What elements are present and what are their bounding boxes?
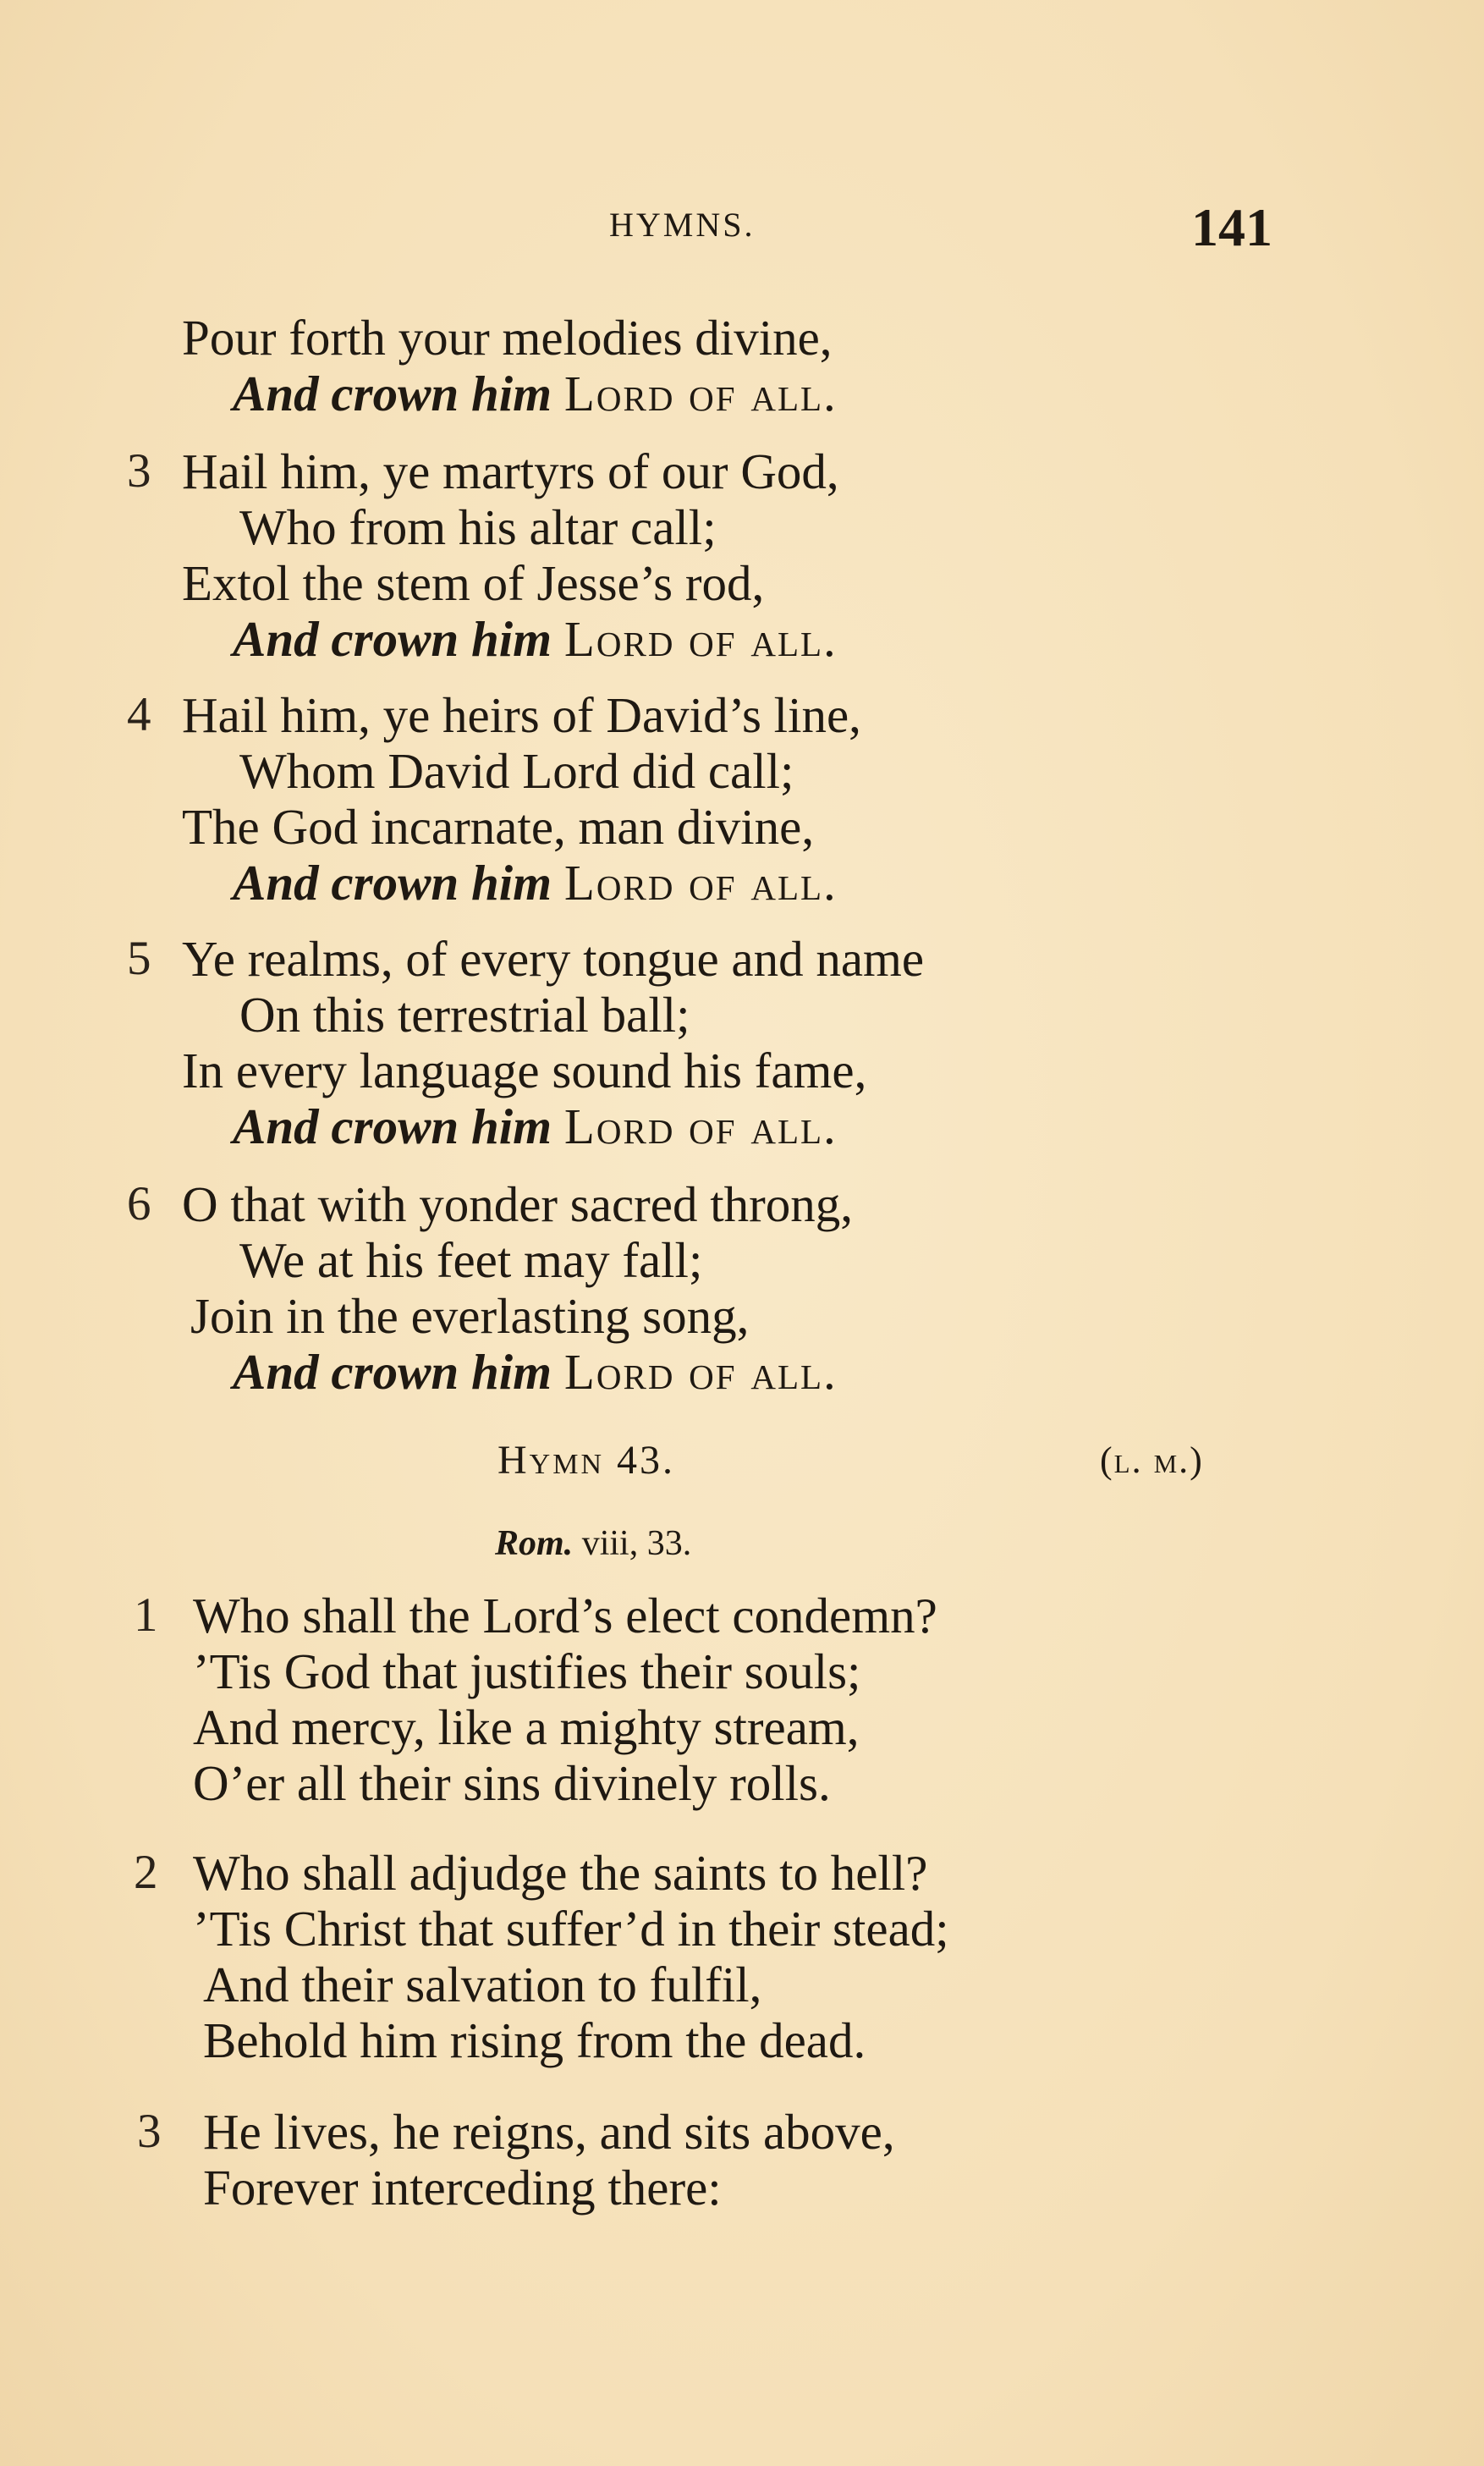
stanza-line: Hail him, ye heirs of David’s line, xyxy=(182,687,861,743)
stanza-line: Ye realms, of every tongue and name xyxy=(182,931,925,987)
refrain-caps: Lord of all. xyxy=(563,855,838,911)
reference-verse: viii, 33. xyxy=(581,1524,692,1563)
verse-number: 2 xyxy=(134,1846,158,1899)
stanza-line: Join in the everlasting song, xyxy=(190,1288,750,1344)
reference-book: Rom. xyxy=(495,1524,574,1563)
stanza-number: 6 xyxy=(127,1177,151,1230)
verse-line: Who shall the Lord’s elect condemn? xyxy=(193,1588,937,1643)
stanza-line: Who from his altar call; xyxy=(239,499,717,555)
stanza-line: Whom David Lord did call; xyxy=(239,743,794,799)
verse-line: He lives, he reigns, and sits above, xyxy=(203,2104,895,2160)
scripture-reference xyxy=(495,1523,691,1564)
refrain-italic: And crown him xyxy=(233,1344,552,1400)
verse-line: Behold him rising from the dead. xyxy=(203,2012,866,2068)
verse-line: O’er all their sins divinely rolls. xyxy=(193,1755,831,1811)
page-number: 141 xyxy=(1191,197,1272,257)
verse-line: Who shall adjudge the saints to hell? xyxy=(193,1845,928,1901)
stanza-line: Extol the stem of Jesse’s rod, xyxy=(182,555,765,611)
continuation-refrain xyxy=(233,366,838,421)
verse-line: ’Tis God that justifies their souls; xyxy=(193,1643,861,1699)
stanza-line: In every language sound his fame, xyxy=(182,1043,867,1098)
hymn-meter: (l. m.) xyxy=(1100,1439,1204,1481)
verse-line: And their salvation to fulfil, xyxy=(203,1957,762,2012)
stanza-refrain xyxy=(233,611,838,667)
stanza-refrain xyxy=(233,1098,838,1154)
refrain-italic: And crown him xyxy=(233,366,552,421)
continuation-line-1: Pour forth your melodies divine, xyxy=(182,310,833,366)
verse-line: And mercy, like a mighty stream, xyxy=(193,1699,860,1755)
verse-line: ’Tis Christ that suffer’d in their stead; xyxy=(193,1901,949,1957)
stanza-number: 5 xyxy=(127,932,151,985)
stanza-refrain xyxy=(233,855,838,911)
refrain-italic: And crown him xyxy=(233,1098,552,1154)
stanza-line: We at his feet may fall; xyxy=(239,1232,703,1288)
stanza-number: 4 xyxy=(127,688,151,741)
stanza-line: The God incarnate, man divine, xyxy=(182,799,815,855)
refrain-caps: Lord of all. xyxy=(563,1344,838,1400)
refrain-caps: Lord of all. xyxy=(563,366,838,421)
stanza-number: 3 xyxy=(127,444,151,498)
stanza-line: O that with yonder sacred throng, xyxy=(182,1176,854,1232)
verse-line: Forever interceding there: xyxy=(203,2160,722,2216)
verse-number: 3 xyxy=(137,2105,162,2158)
refrain-italic: And crown him xyxy=(233,855,552,911)
stanza-line: Hail him, ye martyrs of our God, xyxy=(182,443,839,499)
refrain-italic: And crown him xyxy=(233,611,552,667)
verse-number: 1 xyxy=(134,1588,158,1642)
stanza-refrain xyxy=(233,1344,838,1400)
running-head: HYMNS. xyxy=(609,206,756,244)
refrain-caps: Lord of all. xyxy=(563,1098,838,1154)
stanza-line: On this terrestrial ball; xyxy=(239,987,690,1043)
hymn-title: Hymn 43. xyxy=(497,1438,676,1483)
refrain-caps: Lord of all. xyxy=(563,611,838,667)
